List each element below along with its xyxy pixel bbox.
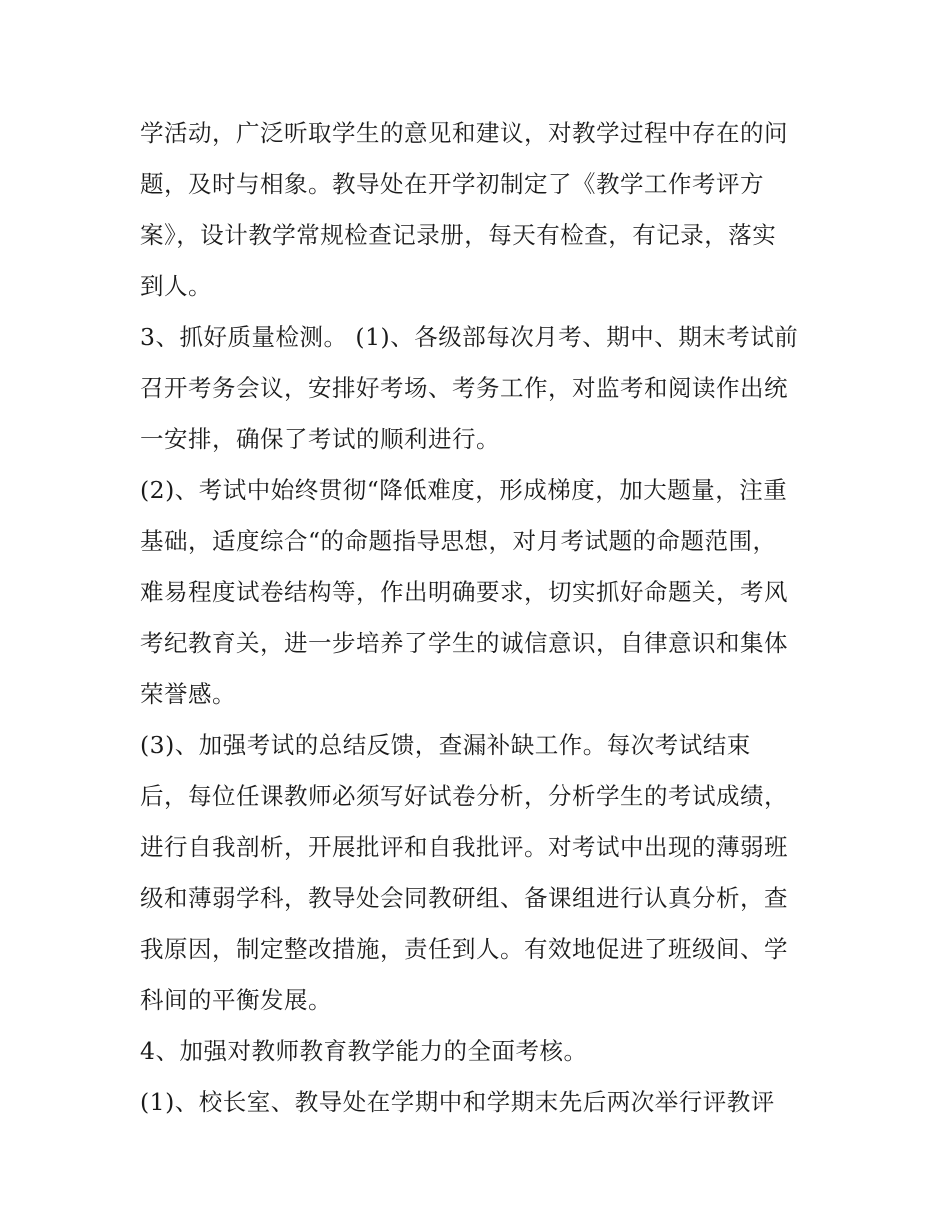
text-line: 案》，设计教学常规检查记录册，每天有检查，有记录，落实 xyxy=(140,221,777,249)
text-line: 进行自我剖析，开展批评和自我批评。对考试中出现的薄弱班 xyxy=(140,833,788,861)
text-line: 考纪教育关，进一步培养了学生的诚信意识，自律意识和集体 xyxy=(140,629,788,657)
text-line: 难易程度试卷结构等，作出明确要求，切实抓好命题关，考风 xyxy=(140,578,788,606)
text-line: 基础，适度综合“的命题指导思想，对月考试题的命题范围， xyxy=(140,527,777,555)
text-line: 3、抓好质量检测。 (1)、各级部每次月考、期中、期末考试前 xyxy=(140,323,799,351)
text-line: 召开考务会议，安排好考场、考务工作，对监考和阅读作出统 xyxy=(140,374,788,402)
text-line: 我原因，制定整改措施，责任到人。有效地促进了班级间、学 xyxy=(140,935,788,963)
text-line: 科间的平衡发展。 xyxy=(140,986,332,1014)
text-line: 一安排，确保了考试的顺利进行。 xyxy=(140,425,500,453)
text-line: 后，每位任课教师必须写好试卷分析，分析学生的考试成绩， xyxy=(140,782,788,810)
text-line: 题，及时与相象。教导处在开学初制定了《教学工作考评方 xyxy=(140,170,764,198)
text-line: 4、加强对教师教育教学能力的全面考核。 xyxy=(140,1037,588,1065)
text-line: (2)、考试中始终贯彻“降低难度，形成梯度，加大题量，注重 xyxy=(140,476,788,504)
text-line: 级和薄弱学科，教导处会同教研组、备课组进行认真分析，查 xyxy=(140,884,788,912)
text-line: 学活动，广泛听取学生的意见和建议，对教学过程中存在的问 xyxy=(140,119,788,147)
document-body xyxy=(140,108,820,1128)
text-line: 到人。 xyxy=(140,272,212,300)
text-line: 荣誉感。 xyxy=(140,680,236,708)
text-line: (1)、校长室、教导处在学期中和学期末先后两次举行评教评 xyxy=(140,1088,775,1116)
text-line: (3)、加强考试的总结反馈，查漏补缺工作。每次考试结束 xyxy=(140,731,751,759)
